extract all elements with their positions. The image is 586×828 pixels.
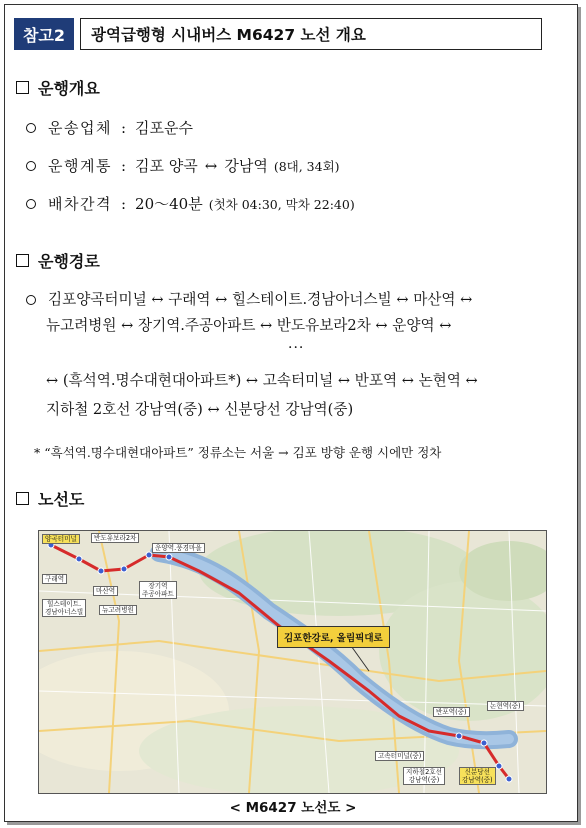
map-label-nonhyeon: 논현역(중) (487, 701, 524, 711)
section-overview-heading: 운행개요 (16, 76, 100, 99)
document-header (14, 18, 542, 50)
route-line-3: ↔ (흑석역.명수대현대아파트*) ↔ 고속터미널 ↔ 반포역 ↔ 논현역 ↔ (46, 372, 478, 389)
map-label-masan: 마산역 (93, 586, 118, 596)
route-line-2: 뉴고려병원 ↔ 장기역.주공아파트 ↔ 반도유보라2차 ↔ 운양역 ↔ (46, 317, 452, 334)
interval-row: 배차간격 : 20～40분 (첫차 04:30, 막차 22:40) (26, 193, 355, 214)
map-label-yanggok: 양곡터미널 (42, 534, 80, 544)
map-label-express: 고속터미널(중) (375, 751, 424, 761)
map-label-banpo: 반포역(중) (433, 707, 470, 717)
operator-row: 운송업체 : 김포운수 (26, 117, 193, 138)
map-label-hills: 힐스테이트. 경남아너스빌 (42, 599, 86, 617)
route-line-4: 지하철 2호선 강남역(중) ↔ 신분당선 강남역(중) (46, 401, 354, 418)
square-bullet-icon (16, 492, 29, 505)
route-line-1: 김포양곡터미널 ↔ 구래역 ↔ 힐스테이트.경남아너스빌 ↔ 마산역 ↔ (26, 285, 546, 314)
circle-bullet-icon (26, 295, 36, 305)
page-title: 광역급행형 시내버스 M6427 노선 개요 (80, 18, 542, 50)
map-caption: < M6427 노선도 > (229, 800, 357, 816)
square-bullet-icon (16, 81, 29, 94)
reference-tag: 참고2 (14, 18, 74, 50)
map-label-gurae: 구래역 (42, 574, 67, 584)
route-map-graphic (39, 531, 546, 793)
map-label-line2: 지하철2호선 강남역(중) (403, 767, 445, 785)
circle-bullet-icon (26, 123, 36, 133)
section-map-heading: 노선도 (16, 487, 84, 510)
route-map (38, 530, 547, 794)
route-ellipsis: ··· (288, 340, 305, 356)
road-callout: 김포한강로, 올림픽대로 (277, 626, 390, 648)
map-label-janggi: 장기역 주공아파트 (139, 581, 177, 599)
map-label-sinbundang: 신분당선 강남역(중) (459, 767, 496, 785)
square-bullet-icon (16, 254, 29, 267)
map-label-unyang: 운양역.풍경마을 (152, 543, 205, 553)
section-route-heading: 운행경로 (16, 249, 100, 272)
map-label-bando: 반도유보라2차 (91, 533, 139, 543)
map-label-newgoryeo: 뉴고려병원 (99, 605, 137, 615)
circle-bullet-icon (26, 199, 36, 209)
circle-bullet-icon (26, 161, 36, 171)
line-row: 운행계통 : 김포 양곡 ↔ 강남역 (8대, 34회) (26, 155, 340, 176)
route-footnote: * “흑석역.명수대현대아파트” 정류소는 서울 → 김포 방향 운행 시에만 정차 (34, 445, 442, 460)
